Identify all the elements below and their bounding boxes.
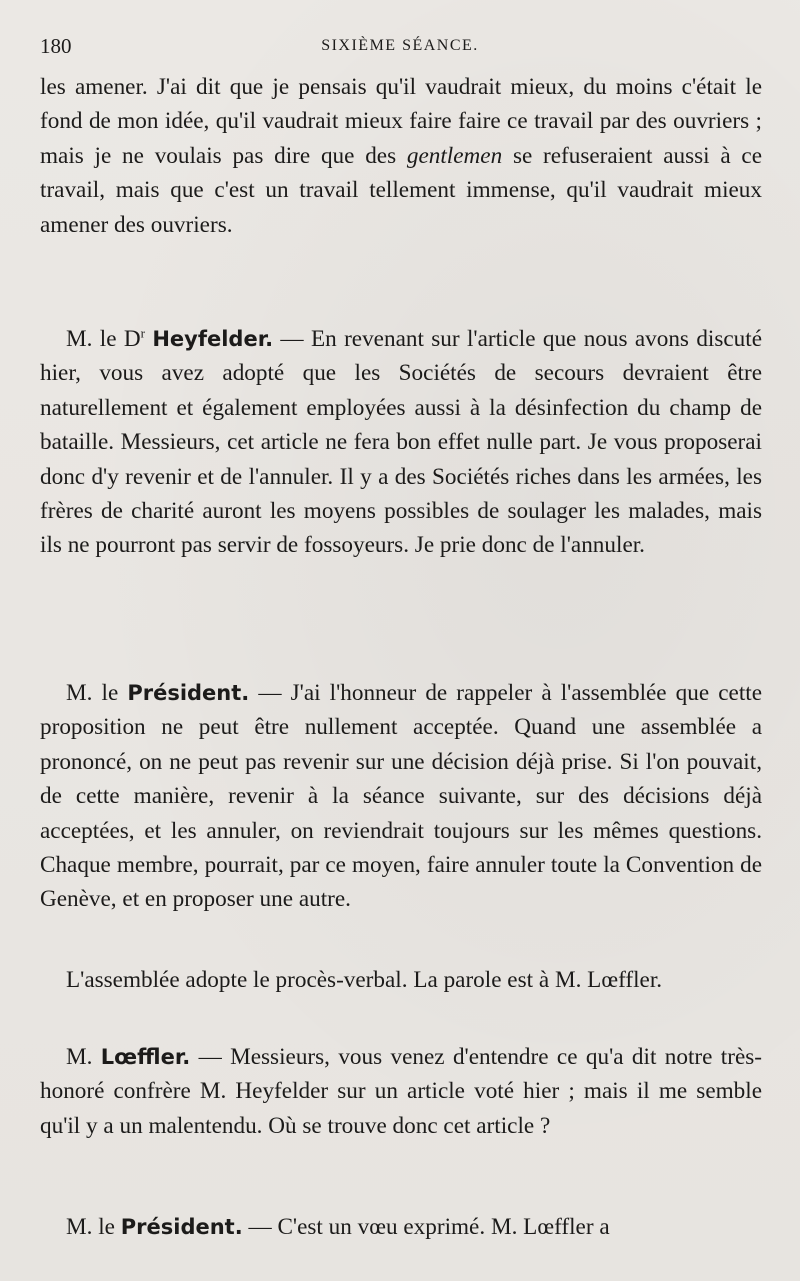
procedural-text: L'assemblée adopte le procès-verbal. La parole est à M. Lœffler. <box>66 967 663 993</box>
speech-text: — En revenant sur l'article que nous avons discuté hier, vous avez adopté que les Sociétés de secours devraient être naturellement et également employées aussi à la désinfection du champ de bataille. Messieurs, cet article ne fera bon effet nulle part. Je vous proposerai donc d'y revenir et de l'annuler. Il y a des Sociétés riches dans les armées, les frères de charité auront les moyens possibles de soulager les malades, mais ils ne pourront pas servir de fossoyeurs. Je prie donc de l'annuler. <box>40 326 763 559</box>
speech-president-2 <box>40 1210 762 1244</box>
speaker-title-superscript: r <box>140 325 145 341</box>
speech-loeffler <box>40 1040 762 1143</box>
speaker-title: M. le <box>66 680 128 706</box>
speech-text: — C'est un vœu exprimé. M. Lœffler a <box>242 1214 610 1240</box>
speaker-name: Président. <box>120 1215 243 1239</box>
procedural-note <box>40 963 762 997</box>
speaker-title: M. <box>66 1044 101 1070</box>
page-number: 180 <box>40 34 72 58</box>
speaker-title: M. le D <box>66 326 141 352</box>
speaker-title: M. le <box>66 1214 121 1240</box>
speaker-name: Lœffler. <box>100 1045 191 1069</box>
speaker-name: Président. <box>127 681 250 705</box>
paragraph-text: se refuseraient aussi à ce travail, mais que c'est un travail tellement immense, qu'il vaudrait mieux amener des ouvriers. <box>40 142 762 238</box>
paragraph-continuation <box>40 70 762 242</box>
speech-text: — J'ai l'honneur de rappeler à l'assemblée que cette proposition ne peut être nullement acceptée. Quand une assemblée a prononcé, on ne peut pas revenir sur une décision déjà prise. Si l'on pouvait, de cette manière, revenir à la séance suivante, sur des décisions déjà acceptées, et les annuler, on reviendrait toujours sur les mêmes questions. Chaque membre, pourrait, par ce moyen, faire annuler toute la Convention de Genève, et en proposer une autre. <box>40 680 763 913</box>
speech-text: — Messieurs, vous venez d'entendre ce qu'a dit notre très-honoré confrère M. Heyfelder sur un article voté hier ; mais il me semble qu'il y a un malentendu. Où se trouve donc cet article ? <box>40 1044 762 1139</box>
page-header <box>40 30 760 64</box>
speaker-name: Heyfelder. <box>152 327 274 351</box>
speech-president <box>40 676 762 917</box>
paragraph-text: les amener. J'ai dit que je pensais qu'il vaudrait mieux, du moins c'était le fond de mon idée, qu'il vaudrait mieux faire faire ce travail par des ouvriers ; mais je ne voulais pas dire que des <box>40 74 762 169</box>
speech-heyfelder <box>40 322 762 563</box>
running-title: SIXIÈME SÉANCE. <box>321 37 479 54</box>
italic-term: gentlemen <box>406 142 503 169</box>
